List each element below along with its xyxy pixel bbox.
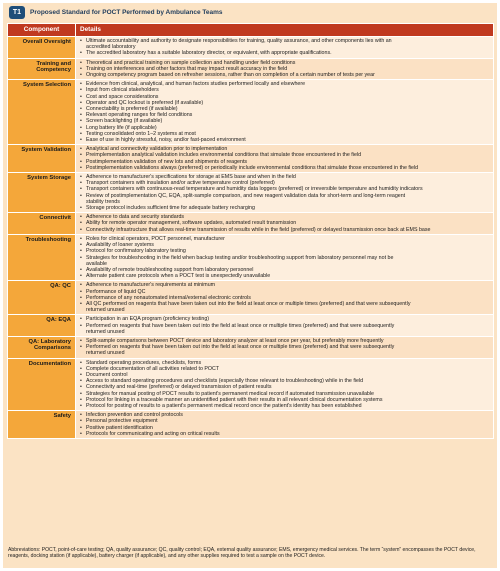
component-cell: QA: QC xyxy=(8,281,76,315)
list-item: • Alternate patient care protocols when a POCT test is unexpectedly unavailable xyxy=(79,273,490,279)
list-item: • Availability of loaner systems xyxy=(79,242,490,248)
list-item: • Infection prevention and control protocols xyxy=(79,412,490,418)
details-cell xyxy=(76,315,494,337)
details-cell xyxy=(76,173,494,213)
details-list xyxy=(79,81,490,143)
list-item: • Performed on reagents that have been taken out into the field at least once or multiple times (preferred) and that were subsequently xyxy=(79,323,490,329)
list-item: • Connectivity and real-time (preferred) or delayed transmission of patient results xyxy=(79,384,490,390)
list-item: • Screen backlighting (if available) xyxy=(79,118,490,124)
table-row xyxy=(8,281,494,315)
details-list xyxy=(79,360,490,410)
table-row xyxy=(8,336,494,358)
details-list xyxy=(79,146,490,171)
details-cell xyxy=(76,37,494,59)
details-cell xyxy=(76,213,494,235)
details-list xyxy=(79,316,490,335)
list-item: • Connectivity infrastructure that allows real-time transmission of results while in the field (preferred) or delayed transmission once back at EMS base xyxy=(79,227,490,233)
list-item: • Protocol for posting of results to a patient's permanent medical record once the patient's identity has been established xyxy=(79,403,490,409)
table-row xyxy=(8,213,494,235)
list-item: • Protocol for linking in a traceable manner an unidentified patient with their results in all relevant clinical documentation systems xyxy=(79,397,490,403)
list-item: • Participation in an EQA program (proficiency testing) xyxy=(79,316,490,322)
component-cell: Documentation xyxy=(8,358,76,411)
list-item: • Ultimate accountability and authority to designate responsibilities for training, quality assurance, and other components lies with an xyxy=(79,38,490,44)
table-row xyxy=(8,80,494,145)
list-item: • Performed on reagents that have been taken out into the field at least once or multiple times (preferred) and that were subsequently xyxy=(79,344,490,350)
table-row xyxy=(8,358,494,411)
table-row xyxy=(8,173,494,213)
details-list xyxy=(79,60,490,79)
list-item: • Strategies for manual posting of POCT results to patient's permanent medical record if automated transmission unavailable xyxy=(79,391,490,397)
list-item: • Cost and space considerations xyxy=(79,94,490,100)
list-item: • Training on interferences and other factors that may impact result accuracy in the field xyxy=(79,66,490,72)
list-item: • Document control xyxy=(79,372,490,378)
list-item: • Access to standard operating procedures and checklists (especially those relevant to troubleshooting) while in the field xyxy=(79,378,490,384)
list-item: • Adherence to data and security standards xyxy=(79,214,490,220)
list-item: • Operator and QC lockout is preferred (if available) xyxy=(79,100,490,106)
list-item: returned unused xyxy=(86,350,125,357)
list-item: • Long battery life (if applicable) xyxy=(79,125,490,131)
list-item: • Roles for clinical operators, POCT personnel, manufacturer xyxy=(79,236,490,242)
table-row xyxy=(8,411,494,439)
list-item: returned unused xyxy=(86,307,125,314)
details-cell xyxy=(76,145,494,173)
list-item: • Storage protocol includes sufficient time for adequate battery recharging xyxy=(79,205,490,211)
list-item: • Positive patient identification xyxy=(79,425,490,431)
list-item: • Postimplementation validations always (preferred) or periodically include environmental conditions that simulate those encountered in the field xyxy=(79,165,490,171)
list-item: • Ease of use in highly stressful, noisy, and/or fast-paced environment xyxy=(79,137,490,143)
component-cell: Safety xyxy=(8,411,76,439)
list-item: • Adherence to manufacturer's specifications for storage at EMS base and when in the field xyxy=(79,174,490,180)
list-item: returned unused xyxy=(86,328,125,335)
component-cell: QA: EQA xyxy=(8,315,76,337)
list-item: • Preimplementation analytical validation includes environmental conditions that simulate those encountered in the field xyxy=(79,152,490,158)
list-item: • All QC performed on reagents that have been taken out into the field at least once or multiple times (preferred) and that were subsequently xyxy=(79,301,490,307)
details-cell xyxy=(76,411,494,439)
details-list xyxy=(79,412,490,437)
list-item: • Strategies for troubleshooting in the field when backup testing and/or troubleshooting support from laboratory personnel may not be xyxy=(79,255,490,261)
table-header-row xyxy=(8,24,494,37)
list-item: • Adherence to manufacturer's requirements at minimum xyxy=(79,282,490,288)
list-item: • Transport containers with insulation and/or active temperature control (preferred) xyxy=(79,180,490,186)
column-header-component: Component xyxy=(8,24,76,37)
list-item: • Analytical and connectivity validation prior to implementation xyxy=(79,146,490,152)
details-cell xyxy=(76,234,494,280)
list-item: available xyxy=(86,260,107,267)
table-row xyxy=(8,37,494,59)
list-item: • Input from clinical stakeholders xyxy=(79,87,490,93)
details-list xyxy=(79,236,490,279)
component-cell: Overall Oversight xyxy=(8,37,76,59)
list-item: • Theoretical and practical training on sample collection and handling under field conditions xyxy=(79,60,490,66)
list-item: • Split-sample comparisons between POCT device and laboratory analyzer at least once per year, but preferably more frequently xyxy=(79,338,490,344)
list-item: • Protocol for confirmatory laboratory testing xyxy=(79,248,490,254)
details-list xyxy=(79,338,490,357)
table-row xyxy=(8,145,494,173)
details-list xyxy=(79,174,490,211)
details-cell xyxy=(76,336,494,358)
table-row xyxy=(8,234,494,280)
list-item: • Testing consolidated onto 1–2 systems at most xyxy=(79,131,490,137)
list-item: • Protocols for communicating and acting on critical results xyxy=(79,431,490,437)
list-item: • Availability of remote troubleshooting support from laboratory personnel xyxy=(79,267,490,273)
list-item: • Ability for remote operator management, software updates, automated result transmission xyxy=(79,220,490,226)
list-item: • Complete documentation of all activities related to POCT xyxy=(79,366,490,372)
table-number-badge: T1 xyxy=(9,6,25,19)
list-item: • Relevant operating ranges for field conditions xyxy=(79,112,490,118)
details-cell xyxy=(76,58,494,80)
component-cell: QA: Laboratory Comparisons xyxy=(8,336,76,358)
component-cell: Troubleshooting xyxy=(8,234,76,280)
details-list xyxy=(79,214,490,233)
list-item: • Standard operating procedures, checklists, forms xyxy=(79,360,490,366)
list-item: • The accredited laboratory has a suitable laboratory director, or equivalent, with appropriate qualifications. xyxy=(79,50,490,56)
list-item: stability trends xyxy=(86,198,120,205)
list-item: • Personal protective equipment xyxy=(79,418,490,424)
table-header xyxy=(3,3,497,22)
details-cell xyxy=(76,281,494,315)
abbreviations-footnote: Abbreviations: POCT, point-of-care testing; QA, quality assurance; QC, quality control; EQA, external quality assurance; EMS, emergency medical services. The term “system” encompasses the POCT device, reagents, docking station (if applicable), battery charger (if applicable), and any other supplies required to test a sample on the POCT device. xyxy=(8,547,476,560)
table-row xyxy=(8,315,494,337)
details-cell xyxy=(76,80,494,145)
list-item: • Review of postimplementation QC, EQA, split-sample comparison, and new reagent validation data for short-term and long-term reagent xyxy=(79,193,490,199)
column-header-details: Details xyxy=(76,24,494,37)
list-item: • Evidence from clinical, analytical, and human factors studies performed locally and elsewhere xyxy=(79,81,490,87)
details-cell xyxy=(76,358,494,411)
table-row xyxy=(8,58,494,80)
details-list xyxy=(79,282,490,313)
details-list xyxy=(79,38,490,57)
component-cell: System Validation xyxy=(8,145,76,173)
component-cell: System Selection xyxy=(8,80,76,145)
list-item: • Ongoing competency program based on refresher sessions, rather than on completion of a certain number of tests per year xyxy=(79,72,490,78)
list-item: • Postimplementation validation of new lots and shipments of reagents xyxy=(79,159,490,165)
list-item: • Connectability is preferred (if available) xyxy=(79,106,490,112)
list-item: • Performance of any nonautomated internal/external electronic controls xyxy=(79,295,490,301)
table-panel xyxy=(3,3,497,568)
list-item: • Performance of liquid QC xyxy=(79,289,490,295)
table-title: Proposed Standard for POCT Performed by Ambulance Teams xyxy=(30,9,223,16)
component-cell: Training and Competency xyxy=(8,58,76,80)
component-cell: System Storage xyxy=(8,173,76,213)
table-body xyxy=(8,37,494,439)
list-item: • Transport containers with continuous-read temperature and humidity data loggers (preferred) or irreversible temperature and humidity indicators xyxy=(79,186,490,192)
list-item: accredited laboratory xyxy=(86,44,136,51)
component-cell: Connectivit xyxy=(8,213,76,235)
standards-table xyxy=(7,23,494,439)
